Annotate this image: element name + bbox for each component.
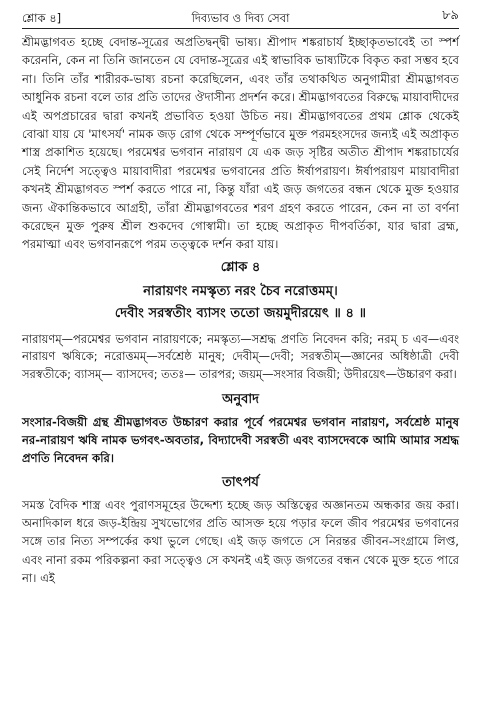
purport-heading: তাৎপর্য [222, 474, 259, 490]
word-for-word-synonyms: নারায়ণম্—পরমেশ্বর ভগবান নারায়ণকে; নমস্কৃত্য—সশ্রদ্ধ প্রণতি নিবেদন করি; নরম্ চ এব—এবং নারায়ণ ঋষিকে; নরোত্তমম্—সর্বশ্রেষ্ঠ মানুষ; দেবীম্—দেবী; সরস্বতীম্—জ্ঞানের অধিষ্ঠাত্রী দেবী সরস্বতীকে; ব্যাসম্— ব্যাসদেব; ততঃ— তারপর; জয়ম্—সংসার বিজয়ী; উদীরয়েৎ—উচ্চারণ করা। [22, 331, 459, 382]
header-chapter-title: দিব্যভাব ও দিব্য সেবা [191, 11, 290, 25]
page-header [22, 0, 459, 26]
purport-paragraph: সমস্ত বৈদিক শাস্ত্র এবং পুরাণসমূহের উদ্দেশ্য হচ্ছে জড় অস্তিত্বের অজ্ঞানতম অন্ধকার জয় করা। অনাদিকাল ধরে জড়-ইন্দ্রিয় সুখভোগের প্রতি আসক্ত হয়ে পড়ার ফলে জীব পরমেশ্বর ভগবানের সঙ্গে তার নিত্য সম্পর্কের কথা ভুলে গেছে। এই জড় জগতে সে নিরন্তর জীবন-সংগ্রামে লিপ্ত, এবং নানা রকম পরিকল্পনা করা সত্ত্বেও সে কখনই এই জড় জগতের বন্ধন থেকে মুক্ত হতে পারে না। এই [22, 497, 459, 586]
translation-heading: অনুবাদ [222, 391, 259, 407]
verse-line-2: দেবীং সরস্বতীং ব্যাসং ততো জয়মুদীরয়েৎ ॥ ৪ ॥ [114, 305, 367, 321]
page-number: ৮৯ [442, 8, 459, 23]
verse-heading: শ্লোক ৪ [220, 259, 261, 275]
purport-continued-paragraph: শ্রীমদ্ভাগবত হচ্ছে বেদান্ত-সূত্রের অপ্রতিদ্বন্দ্বী ভাষ্য। শ্রীপাদ শঙ্করাচার্য ইচ্ছাকৃতভাবেই তা স্পর্শ করেননি, কেন না তিনি জানতেন যে বেদান্ত-সূত্রের এই স্বাভাবিক ভাষ্যটিকে বিকৃত করা সম্ভব হবে না। তিনি তাঁর শারীরক-ভাষ্য রচনা করেছিলেন, এবং তাঁর তথাকথিত অনুগামীরা শ্রীমদ্ভাগবত আধুনিক রচনা বলে তার প্রতি তাদের ঔদাসীন্য প্রদর্শন করে। শ্রীমদ্ভাগবতের বিরুদ্ধে মায়াবাদীদের এই অপপ্রচারের দ্বারা কখনই প্রভাবিত হওয়া উচিত নয়। শ্রীমদ্ভাগবতের প্রথম শ্লোক থেকেই বোঝা যায় যে 'মাৎসর্য' নামক জড় রোগ থেকে সম্পূর্ণভাবে মুক্ত পরমহংসদের জন্যই এই অপ্রাকৃত শাস্ত্র প্রকাশিত হয়েছে। পরমেশ্বর ভগবান নারায়ণ যে এক জড় সৃষ্টির অতীত শ্রীপাদ শঙ্করাচার্যের সেই নির্দেশ সত্ত্বেও মায়াবাদীরা পরমেশ্বর ভগবানের প্রতি ঈর্ষাপরায়ণ। ঈর্ষাপরায়ণ মায়াবাদীরা কখনই শ্রীমদ্ভাগবত স্পর্শ করতে পারে না, কিন্তু যাঁরা এই জড় জগতের বন্ধন থেকে মুক্ত হওয়ার জন্য ঐকান্তিকভাবে আগ্রহী, তাঁরা শ্রীমদ্ভাগবতের শরণ গ্রহণ করতে পারেন, কেন না তা বর্ণনা করেছেন মুক্ত পুরুষ শ্রীল শুকদেব গোস্বামী। তা হচ্ছে অপ্রাকৃত দীপবর্তিকা, যার দ্বারা ব্রহ্ম, পরমাত্মা এবং ভগবানরূপে পরম তত্ত্বকে দর্শন করা যায়। [22, 35, 459, 252]
verse-line-1: নারায়ণং নমস্কৃত্য নরং চৈব নরোত্তমম্। [143, 283, 338, 299]
translation-text: সংসার-বিজয়ী গ্রন্থ শ্রীমদ্ভাগবত উচ্চারণ করার পূর্বে পরমেশ্বর ভগবান নারায়ণ, সর্বশ্রেষ্ঠ মানুষ নর-নারায়ণ ঋষি নামক ভগবৎ-অবতার, বিদ্যাদেবী সরস্বতী এবং ব্যাসদেবকে আমি আমার সশ্রদ্ধ প্রণতি নিবেদন করি। [22, 414, 459, 465]
header-verse-ref: শ্লোক ৪] [22, 11, 62, 25]
